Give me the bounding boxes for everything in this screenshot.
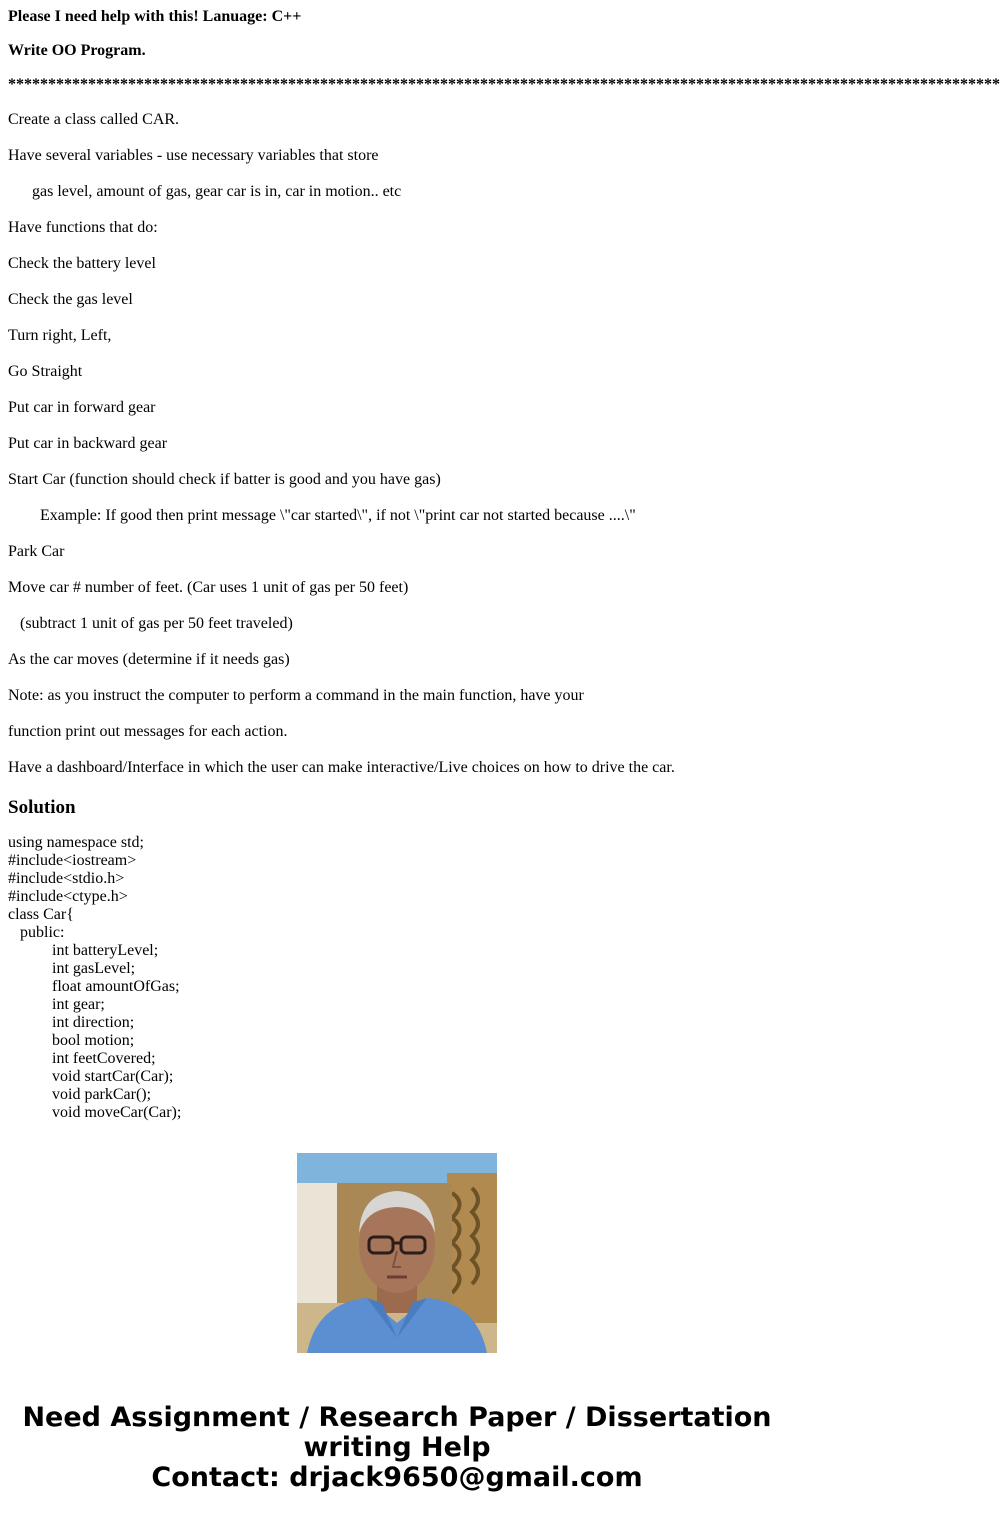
question-line: Put car in forward gear [8,399,156,416]
promo-contact: Contact: drjack9650@gmail.com [151,1462,643,1493]
code-line: int direction; [52,1014,135,1031]
question-line: Check the gas level [8,291,133,308]
code-line: int feetCovered; [52,1050,156,1067]
code-line: int batteryLevel; [52,942,159,959]
promo-line-2: writing Help [303,1432,491,1463]
question-line: (subtract 1 unit of gas per 50 feet traveled) [20,615,293,632]
question-line: Create a class called CAR. [8,111,180,128]
question-content [8,0,1000,1122]
question-line: Start Car (function should check if batter is good and you have gas) [8,471,441,488]
code-line: int gear; [52,996,105,1013]
promo-banner [0,1403,794,1493]
solution-heading: Solution [8,797,76,818]
question-title: Please I need help with this! Lanuage: C++ [8,8,302,25]
question-line: Put car in backward gear [8,435,168,452]
code-line: public: [20,924,65,941]
question-subtitle: Write OO Program. [8,42,146,59]
question-line: As the car moves (determine if it needs gas) [8,651,290,668]
code-line: #include<iostream> [8,852,137,869]
code-line: void moveCar(Car); [52,1104,182,1121]
question-line: Have functions that do: [8,219,158,236]
tutor-avatar [297,1153,497,1353]
code-line: #include<stdio.h> [8,870,125,887]
question-line: Have a dashboard/Interface in which the user can make interactive/Live choices on how to drive the car. [8,759,675,776]
solution-code [8,834,794,1122]
question-line: gas level, amount of gas, gear car is in, car in motion.. etc [32,183,402,200]
question-line: Turn right, Left, [8,327,112,344]
question-line: Park Car [8,543,65,560]
question-line: Example: If good then print message \"car started\", if not \"print car not started because ....\" [40,507,636,524]
question-line: Have several variables - use necessary variables that store [8,147,379,164]
code-line: void parkCar(); [52,1086,152,1103]
question-line: function print out messages for each action. [8,723,288,740]
question-line: Go Straight [8,363,83,380]
code-line: bool motion; [52,1032,135,1049]
question-line: Note: as you instruct the computer to perform a command in the main function, have your [8,687,584,704]
code-line: class Car{ [8,906,74,923]
code-line: float amountOfGas; [52,978,180,995]
question-line: Check the battery level [8,255,156,272]
question-line: Move car # number of feet. (Car uses 1 unit of gas per 50 feet) [8,579,409,596]
code-line: void startCar(Car); [52,1068,174,1085]
tutor-portrait-image [297,1153,497,1353]
code-line: #include<ctype.h> [8,888,128,905]
promo-line-1: Need Assignment / Research Paper / Dissertation [22,1402,772,1433]
code-line: int gasLevel; [52,960,136,977]
separator-line: **************************************************************************************************************************** [8,76,1000,93]
code-line: using namespace std; [8,834,144,851]
